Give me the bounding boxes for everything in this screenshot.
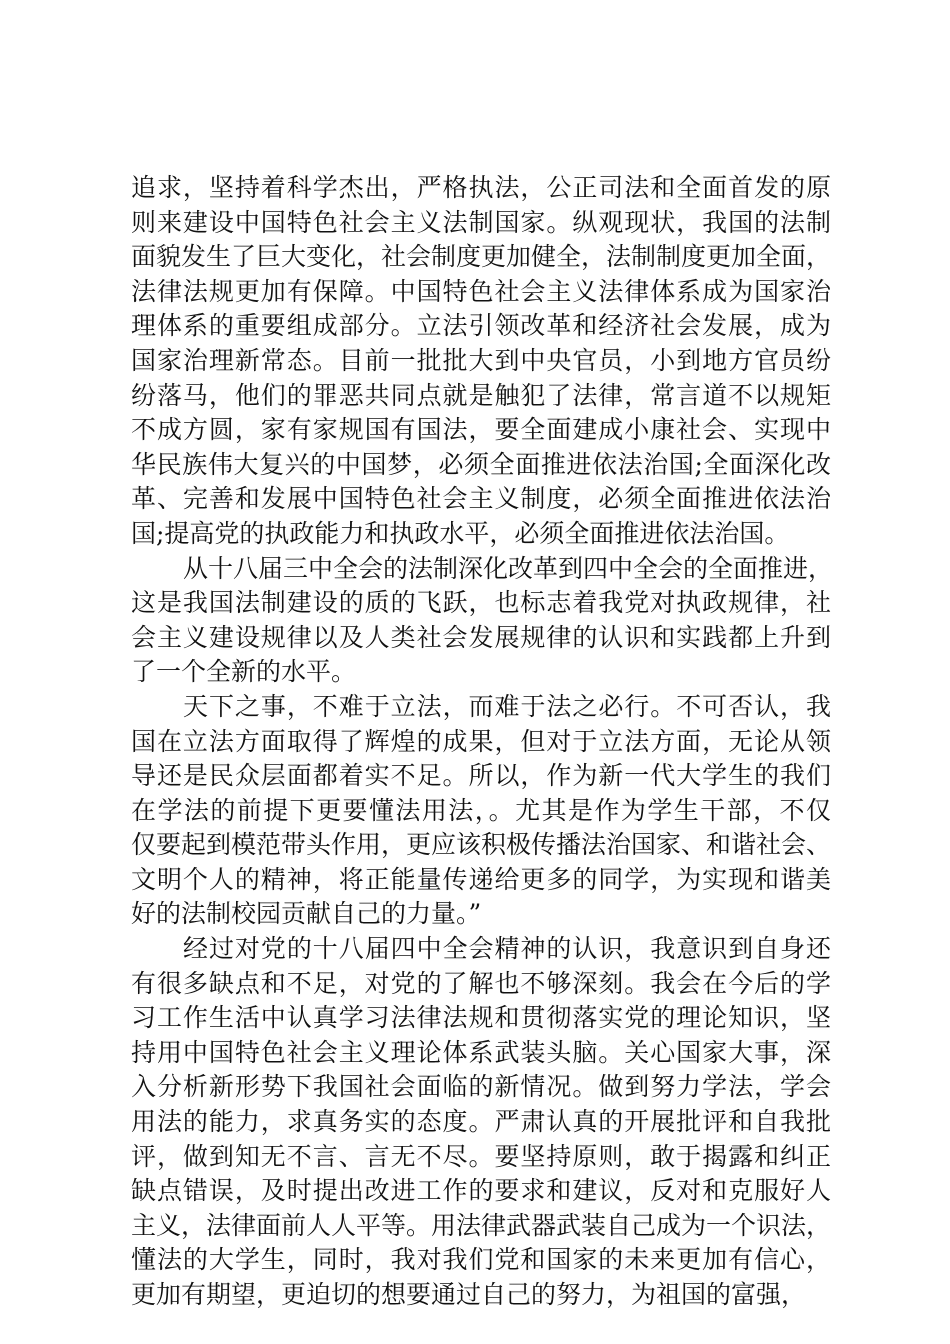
- text-line: 这是我国法制建设的质的飞跃，也标志着我党对执政规律，社: [131, 588, 831, 618]
- text-line: 天下之事，不难于立法，而难于法之必行。不可否认，我: [183, 691, 831, 721]
- paragraph: [131, 552, 834, 690]
- text-line: 好的法制校园贡献自己的力量。”: [131, 899, 482, 929]
- text-line: 会主义建设规律以及人类社会发展规律的认识和实践都上升到: [131, 622, 831, 652]
- text-line: 文明个人的精神，将正能量传递给更多的同学，为实现和谐美: [131, 864, 831, 894]
- text-line: 经过对党的十八届四中全会精神的认识，我意识到自身还: [183, 934, 831, 964]
- text-line: 用法的能力，求真务实的态度。严肃认真的开展批评和自我批: [131, 1107, 831, 1137]
- paragraph: [131, 171, 831, 552]
- text-line: 导还是民众层面都着实不足。所以，作为新一代大学生的我们: [131, 761, 831, 791]
- text-line: 更加有期望，更迫切的想要通过自己的努力，为祖国的富强，: [131, 1280, 807, 1309]
- text-line: 国家治理新常态。目前一批批大到中央官员，小到地方官员纷: [131, 345, 831, 375]
- text-line: 了一个全新的水平。: [131, 657, 357, 687]
- text-line: 华民族伟大复兴的中国梦，必须全面推进依法治国;全面深化改: [131, 449, 831, 479]
- text-line: 主义，法律面前人人平等。用法律武器武装自己成为一个识法，: [131, 1210, 832, 1240]
- paragraph: [131, 932, 831, 1313]
- paragraph: [131, 690, 831, 932]
- text-line: 习工作生活中认真学习法律法规和贯彻落实党的理论知识，坚: [131, 1003, 831, 1033]
- text-line: 从十八届三中全会的法制深化改革到四中全会的全面推进，: [183, 553, 834, 583]
- text-line: 在学法的前提下更要懂法用法，。尤其是作为学生干部，不仅: [131, 795, 831, 825]
- text-line: 入分析新形势下我国社会面临的新情况。做到努力学法，学会: [131, 1072, 831, 1102]
- text-line: 持用中国特色社会主义理论体系武装头脑。关心国家大事，深: [131, 1037, 831, 1067]
- document-body: [131, 171, 834, 1313]
- text-line: 革、完善和发展中国特色社会主义制度，必须全面推进依法治: [131, 484, 831, 514]
- text-line: 国;提高党的执政能力和执政水平，必须全面推进依法治国。: [131, 518, 790, 548]
- text-line: 国在立法方面取得了辉煌的成果，但对于立法方面，无论从领: [131, 726, 831, 756]
- text-line: 有很多缺点和不足，对党的了解也不够深刻。我会在今后的学: [131, 968, 831, 998]
- text-line: 评，做到知无不言、言无不尽。要坚持原则，敢于揭露和纠正: [131, 1141, 831, 1171]
- text-line: 懂法的大学生，同时，我对我们党和国家的未来更加有信心，: [131, 1245, 831, 1275]
- text-line: 仅要起到模范带头作用，更应该积极传播法治国家、和谐社会、: [131, 830, 832, 860]
- text-line: 不成方圆，家有家规国有国法，要全面建成小康社会、实现中: [131, 415, 831, 445]
- text-line: 则来建设中国特色社会主义法制国家。纵观现状，我国的法制: [131, 207, 831, 237]
- text-line: 追求，坚持着科学杰出，严格执法，公正司法和全面首发的原: [131, 173, 831, 202]
- text-line: 面貌发生了巨大变化，社会制度更加健全，法制制度更加全面，: [131, 242, 832, 272]
- text-line: 缺点错误，及时提出改进工作的要求和建议，反对和克服好人: [131, 1176, 831, 1206]
- text-line: 理体系的重要组成部分。立法引领改革和经济社会发展，成为: [131, 311, 831, 341]
- text-line: 法律法规更加有保障。中国特色社会主义法律体系成为国家治: [131, 276, 831, 306]
- text-line: 纷落马，他们的罪恶共同点就是触犯了法律，常言道不以规矩: [131, 380, 831, 410]
